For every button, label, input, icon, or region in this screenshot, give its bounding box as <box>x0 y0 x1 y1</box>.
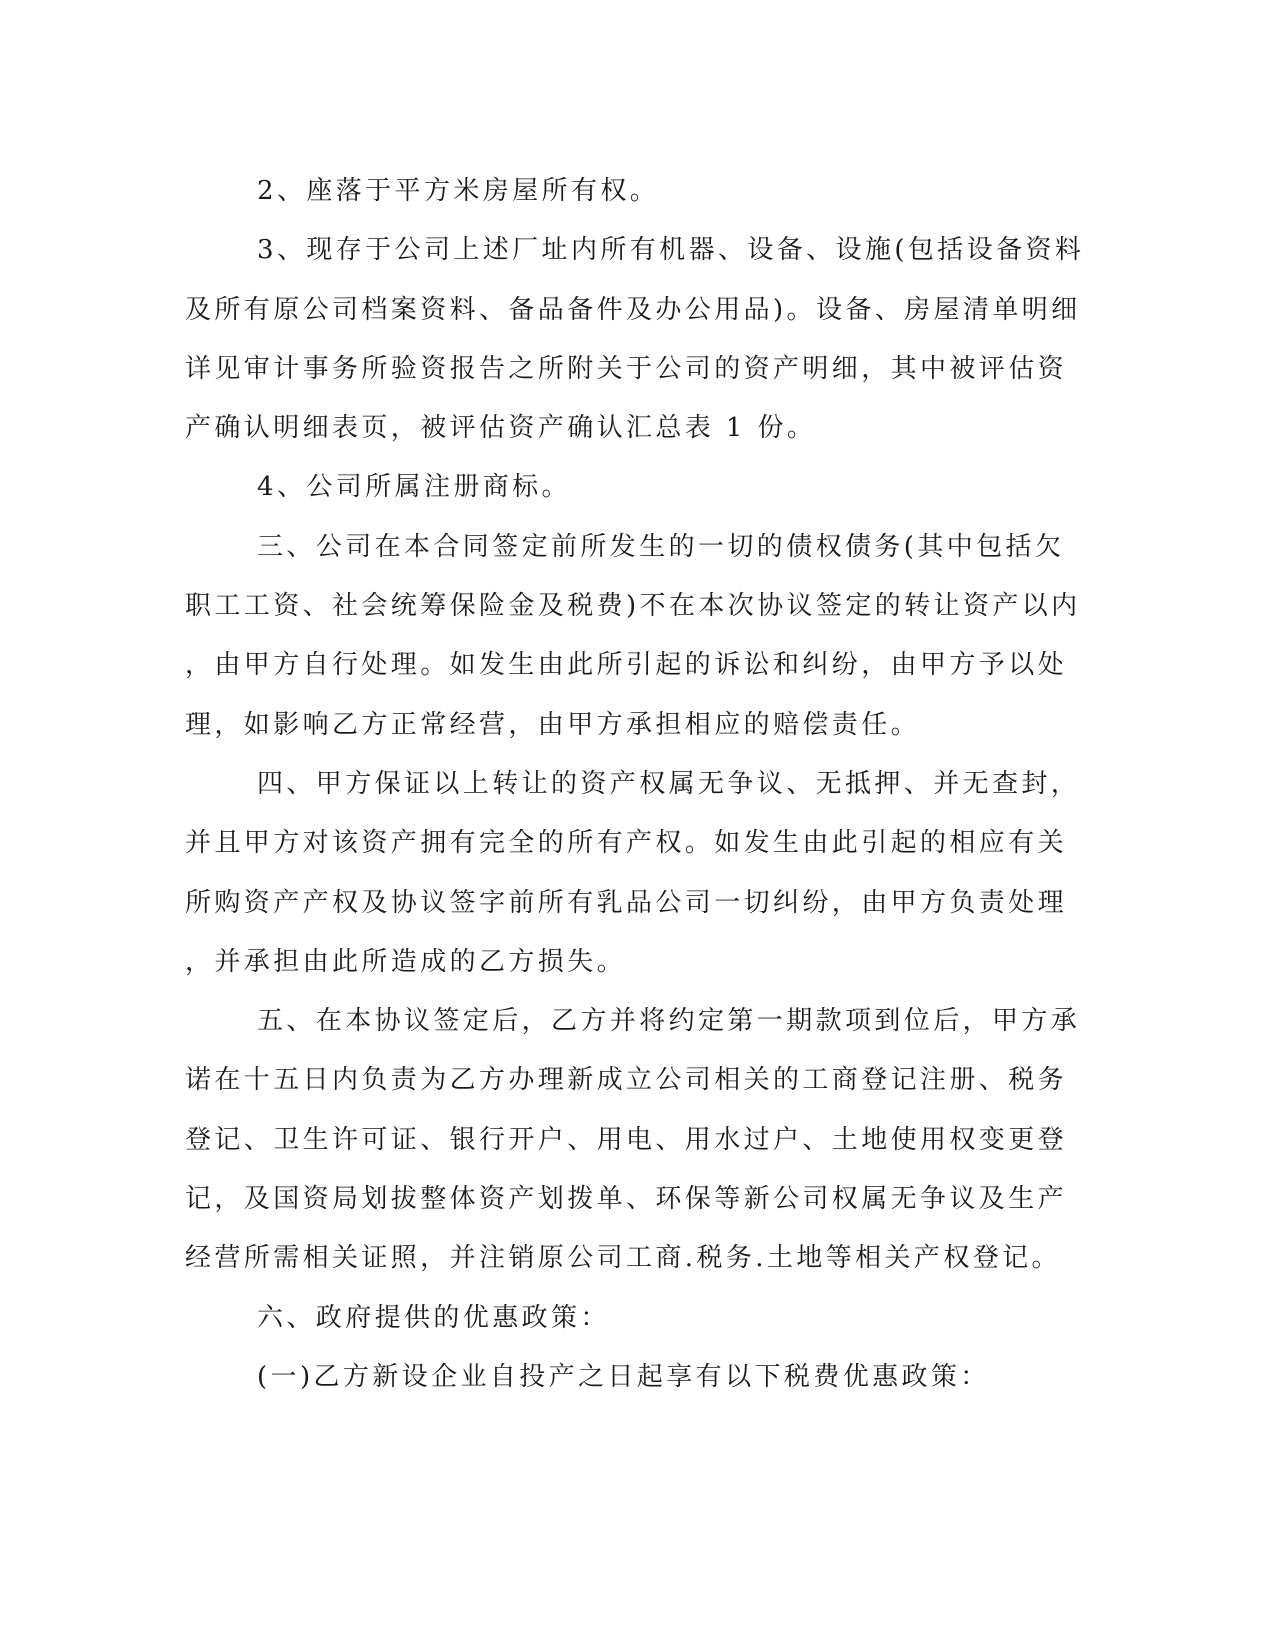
text-line: 经营所需相关证照，并注销原公司工商.税务.土地等相关产权登记。 <box>185 1243 1061 1274</box>
text-line: 登记、卫生许可证、银行开户、用电、用水过户、土地使用权变更登 <box>185 1124 1068 1155</box>
paragraph-clause-6-1 <box>185 1348 1065 1407</box>
text-line: 六、政府提供的优惠政策： <box>257 1302 610 1333</box>
text-line: 3、现存于公司上述厂址内所有机器、设备、设施(包括设备资料 <box>257 235 1085 266</box>
text-line: 记，及国资局划拔整体资产划拨单、环保等新公司权属无争议及生产 <box>185 1184 1068 1215</box>
text-line: ，由甲方自行处理。如发生由此所引起的诉讼和纠纷，由甲方予以处 <box>185 650 1068 681</box>
paragraph-item-3 <box>185 221 1085 458</box>
text-line: 理，如影响乙方正常经营，由甲方承担相应的赔偿责任。 <box>185 709 921 740</box>
text-line: 产确认明细表页，被评估资产确认汇总表 1 份。 <box>185 413 817 444</box>
text-line: 所购资产产权及协议签字前所有乳品公司一切纠纷，由甲方负责处理 <box>185 887 1068 918</box>
text-line: (一)乙方新设企业自投产之日起享有以下税费优惠政策： <box>257 1361 990 1392</box>
paragraph-clause-5 <box>185 992 1081 1288</box>
text-line: 4、公司所属注册商标。 <box>257 472 571 503</box>
text-line: 职工工资、社会统筹保险金及税费)不在本次协议签定的转让资产以内 <box>185 591 1081 622</box>
text-line: 详见审计事务所验资报告之所附关于公司的资产明细，其中被评估资 <box>185 353 1068 384</box>
text-line: 及所有原公司档案资料、备品备件及办公用品)。设备、房屋清单明细 <box>185 294 1081 325</box>
text-line: 2、座落于平方米房屋所有权。 <box>257 176 660 206</box>
paragraph-item-4 <box>185 458 1065 517</box>
text-line: 四、甲方保证以上转让的资产权属无争议、无抵押、并无查封， <box>257 768 1081 799</box>
paragraph-clause-4 <box>185 755 1081 992</box>
text-line: 并且甲方对该资产拥有完全的所有产权。如发生由此引起的相应有关 <box>185 828 1068 859</box>
paragraph-clause-6 <box>185 1289 1065 1348</box>
document-body <box>185 162 1085 1407</box>
paragraph-clause-3 <box>185 518 1081 755</box>
text-line: 五、在本协议签定后，乙方并将约定第一期款项到位后，甲方承 <box>257 1006 1081 1037</box>
paragraph-item-2 <box>185 162 1065 221</box>
text-line: 三、公司在本合同签定前所发生的一切的债权债务(其中包括欠 <box>257 531 1065 562</box>
text-line: 诺在十五日内负责为乙方办理新成立公司相关的工商登记注册、税务 <box>185 1065 1068 1096</box>
text-line: ，并承担由此所造成的乙方损失。 <box>185 946 627 977</box>
